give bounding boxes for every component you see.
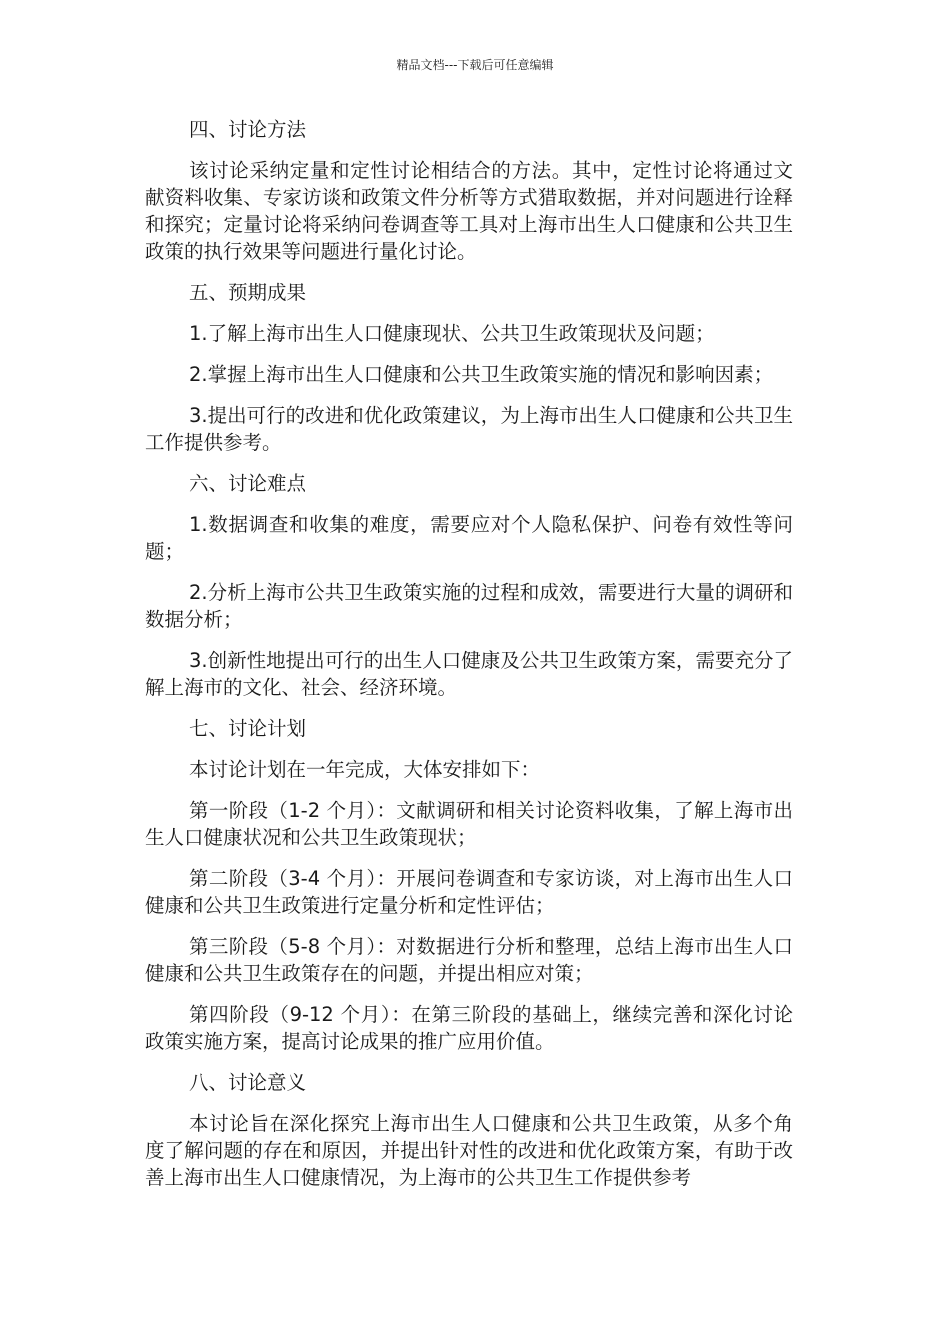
plan-phase-1: 第一阶段（1-2 个月）：文献调研和相关讨论资料收集，了解上海市出生人口健康状况和公共卫生政策现状； [145,799,793,849]
list-item-result-3: 3.提出可行的改进和优化政策建议，为上海市出生人口健康和公共卫生工作提供参考。 [145,404,793,454]
plan-phase-4: 第四阶段（9-12 个月）：在第三阶段的基础上，继续完善和深化讨论政策实施方案，提高讨论成果的推广应用价值。 [145,1003,793,1053]
section-heading-methods: 四、讨论方法 [189,118,307,141]
list-item-difficulty-1: 1.数据调查和收集的难度，需要应对个人隐私保护、问卷有效性等问题； [145,513,793,563]
paragraph-significance: 本讨论旨在深化探究上海市出生人口健康和公共卫生政策，从多个角度了解问题的存在和原因，并提出针对性的改进和优化政策方案，有助于改善上海市出生人口健康情况，为上海市的公共卫生工作提供参考 [145,1112,793,1189]
plan-phase-3: 第三阶段（5-8 个月）：对数据进行分析和整理，总结上海市出生人口健康和公共卫生政策存在的问题，并提出相应对策； [145,935,793,985]
plan-phase-2: 第二阶段（3-4 个月）：开展问卷调查和专家访谈，对上海市出生人口健康和公共卫生政策进行定量分析和定性评估； [145,867,793,917]
section-heading-expected-results: 五、预期成果 [189,281,307,304]
section-heading-significance: 八、讨论意义 [189,1071,307,1094]
list-item-result-2: 2.掌握上海市出生人口健康和公共卫生政策实施的情况和影响因素； [189,363,774,386]
page-header: 精品文档---下载后可任意编辑 [396,58,554,72]
paragraph-plan-intro: 本讨论计划在一年完成，大体安排如下： [189,758,541,781]
list-item-difficulty-2: 2.分析上海市公共卫生政策实施的过程和成效，需要进行大量的调研和数据分析； [145,581,793,631]
section-heading-difficulties: 六、讨论难点 [189,472,307,495]
paragraph-methods: 该讨论采纳定量和定性讨论相结合的方法。其中，定性讨论将通过文献资料收集、专家访谈和政策文件分析等方式猎取数据，并对问题进行诠释和探究；定量讨论将采纳问卷调查等工具对上海市出生人口健康和公共卫生政策的执行效果等问题进行量化讨论。 [145,159,793,263]
list-item-result-1: 1.了解上海市出生人口健康现状、公共卫生政策现状及问题； [189,322,715,345]
section-heading-plan: 七、讨论计划 [189,717,307,740]
list-item-difficulty-3: 3.创新性地提出可行的出生人口健康及公共卫生政策方案，需要充分了解上海市的文化、社会、经济环境。 [145,649,793,699]
document-body [145,116,793,1205]
